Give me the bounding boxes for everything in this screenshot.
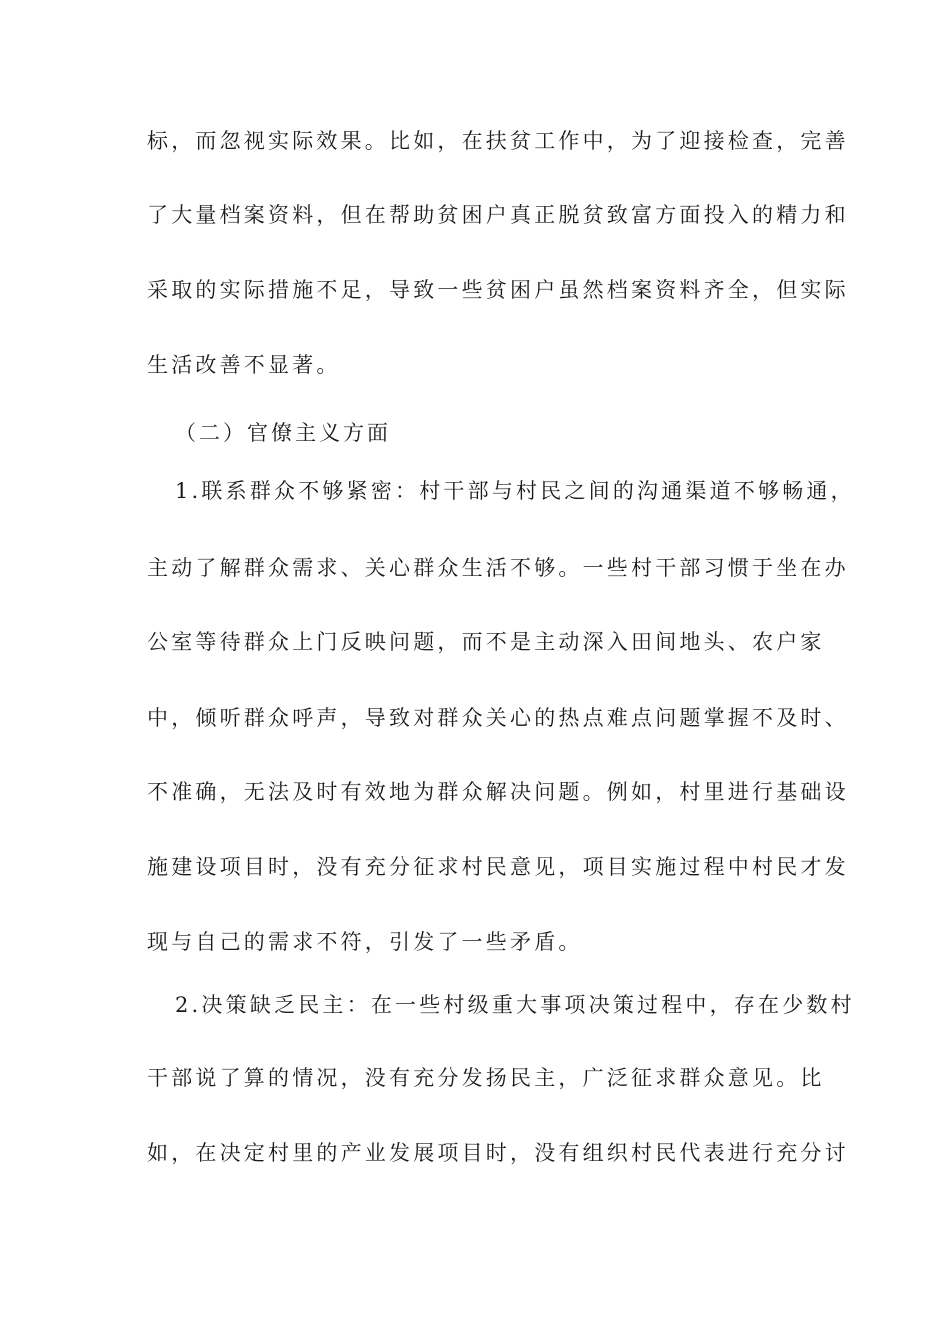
section-heading: （二）官僚主义方面 (175, 421, 391, 445)
paragraph-line: 主动了解群众需求、关心群众生活不够。一些村干部习惯于坐在办 (147, 556, 849, 580)
paragraph-line: 生活改善不显著。 (147, 353, 341, 377)
paragraph-line: 公室等待群众上门反映问题，而不是主动深入田间地头、农户家 (147, 630, 825, 654)
paragraph-line: 如，在决定村里的产业发展项目时，没有组织村民代表进行充分讨 (147, 1141, 849, 1165)
paragraph-line: 标，而忽视实际效果。比如，在扶贫工作中，为了迎接检查，完善 (147, 129, 849, 153)
paragraph-line: 1.联系群众不够紧密：村干部与村民之间的沟通渠道不够畅通， (175, 479, 855, 503)
paragraph-line: 2.决策缺乏民主：在一些村级重大事项决策过程中，存在少数村 (175, 993, 855, 1017)
paragraph-line: 了大量档案资料，但在帮助贫困户真正脱贫致富方面投入的精力和 (147, 203, 849, 227)
paragraph-line: 采取的实际措施不足，导致一些贫困户虽然档案资料齐全，但实际 (147, 278, 849, 302)
paragraph-line: 现与自己的需求不符，引发了一些矛盾。 (147, 930, 583, 954)
paragraph-line: 中，倾听群众呼声，导致对群众关心的热点难点问题掌握不及时、 (147, 706, 849, 730)
paragraph-line: 不准确，无法及时有效地为群众解决问题。例如，村里进行基础设 (147, 780, 849, 804)
paragraph-line: 干部说了算的情况，没有充分发扬民主，广泛征求群众意见。比 (147, 1066, 825, 1090)
paragraph-line: 施建设项目时，没有充分征求村民意见，项目实施过程中村民才发 (147, 855, 849, 879)
